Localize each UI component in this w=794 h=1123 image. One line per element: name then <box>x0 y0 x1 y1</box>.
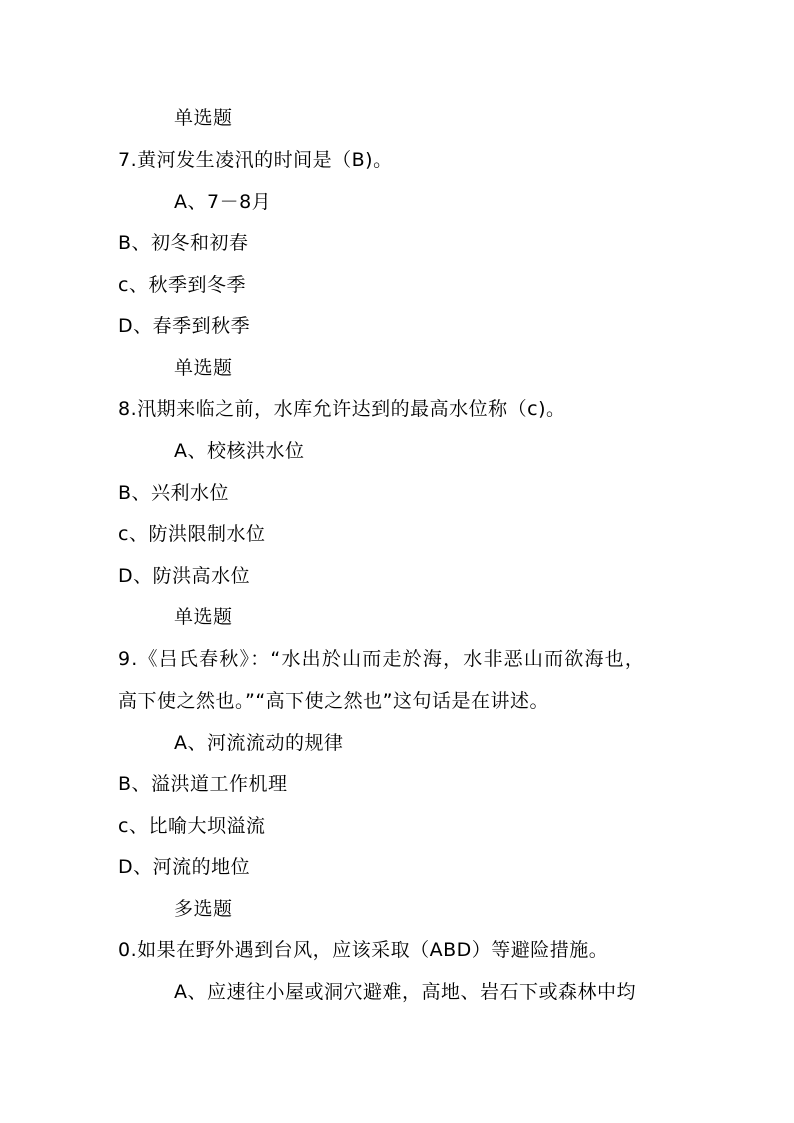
question-7-option-a: A、7－8月 <box>174 191 272 213</box>
question-7-option-b: B、初冬和初春 <box>118 232 249 254</box>
question-type-label: 单选题 <box>174 357 233 379</box>
question-10-option-a: A、应速往小屋或洞穴避难，高地、岩石下或森林中均 <box>174 981 636 1003</box>
question-8-option-a: A、校核洪水位 <box>174 440 305 462</box>
question-9-option-c: c、比喻大坝溢流 <box>118 815 266 837</box>
question-7-option-d: D、春季到秋季 <box>118 315 251 337</box>
question-9-option-a: A、河流流动的规律 <box>174 732 344 754</box>
question-8-option-c: c、防洪限制水位 <box>118 523 266 545</box>
question-7-stem: 7.黄河发生凌汛的时间是（B)。 <box>118 149 393 171</box>
question-8-option-b: B、兴利水位 <box>118 482 230 504</box>
question-7-option-c: c、秋季到冬季 <box>118 274 246 296</box>
question-type-label: 单选题 <box>174 606 233 628</box>
question-10-stem: 0.如果在野外遇到台风，应该采取（ABD）等避险措施。 <box>118 939 609 961</box>
question-9-option-b: B、溢洪道工作机理 <box>118 773 288 795</box>
question-9-stem-continued: 高下使之然也。”“高下使之然也”这句话是在讲述。 <box>118 690 550 712</box>
question-9-option-d: D、河流的地位 <box>118 856 251 878</box>
question-8-stem: 8.汛期来临之前，水库允许达到的最高水位称（c)。 <box>118 398 566 420</box>
question-9-stem: 9.《吕氏春秋》：“水出於山而走於海，水非恶山而欲海也， <box>118 648 646 670</box>
question-type-label: 多选题 <box>174 898 233 920</box>
question-type-label: 单选题 <box>174 107 233 129</box>
question-8-option-d: D、防洪高水位 <box>118 565 251 587</box>
